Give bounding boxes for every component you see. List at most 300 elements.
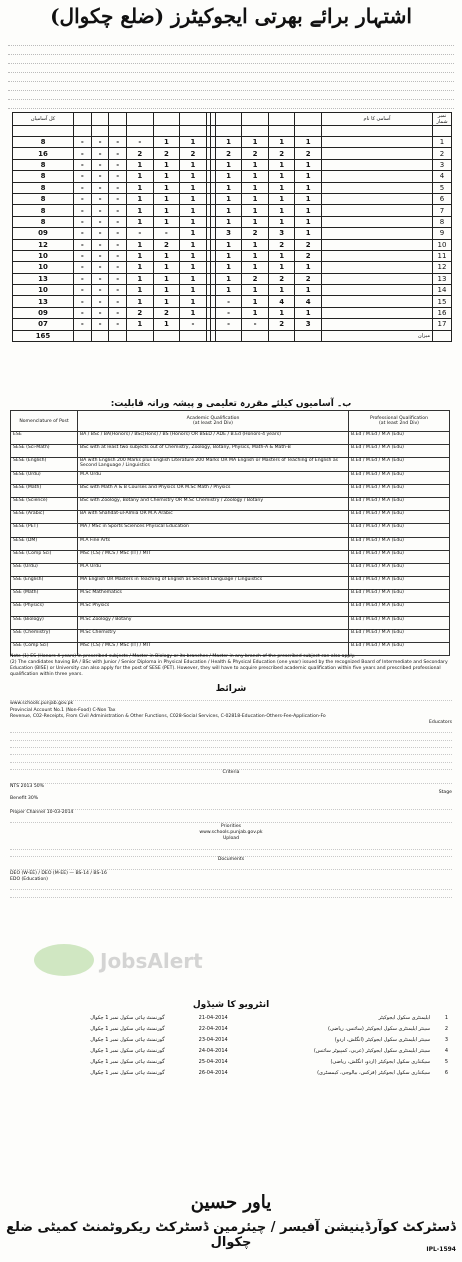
row-cell: - (91, 250, 109, 261)
note-1: Note (1) ES (Honors 4-years) in prescribed subjects / Master in Biology or its branches / Master in any branch of the prescribed subject can also apply. (10, 654, 356, 659)
row-number: 3 (433, 159, 452, 170)
row-cell: 1 (180, 250, 207, 261)
row-cell (211, 159, 216, 170)
grand-total-value: 165 (13, 330, 74, 341)
row-cell: 1 (268, 193, 295, 204)
table-row (13, 182, 452, 193)
qualification-academic: MSc (CS) / MCS / MSc (IT) / MIT (78, 643, 349, 656)
conditions-revenue: Revenue, C02-Receipts, From Civil Administration & Other Functions, C028-Social Services, C-02818-Education-Others-Fee-Application-Fo (10, 713, 326, 719)
row-cell: - (109, 159, 127, 170)
row-cell: - (74, 307, 92, 318)
header-col (211, 113, 216, 126)
posts-header-row (13, 113, 452, 126)
row-cell: - (127, 137, 154, 148)
row-cell: - (109, 273, 127, 284)
note-2: (2) The candidates having BA / BSc with Junior / Senior Diploma in Physical Education / Health & Physical Education (one year) issued by the recognized Board of Intermediate and Secondary Education (BISE) or University can also apply for the post of SESE (PET). However, they will have to acquire prescribed academic qualification within five years and prescribed professional qualification within three years. (10, 660, 448, 677)
row-cell: 1 (180, 193, 207, 204)
table-row (13, 228, 452, 239)
row-cell: - (91, 239, 109, 250)
qualification-post: SESE (Sci-Math) (11, 445, 78, 458)
qual-header-post: Nomenclature of Post (11, 411, 78, 432)
table-row (13, 193, 452, 204)
row-cell: - (109, 228, 127, 239)
row-cell: 1 (268, 285, 295, 296)
row-total: 8 (13, 171, 74, 182)
row-cell: 2 (127, 307, 154, 318)
qualification-prof: B.Ed / M.Ed / M.A (Edu) (349, 497, 450, 510)
schedule-venue: گورنمنٹ ہائی سکول نمبر 1 چکوال (90, 1025, 165, 1032)
qualification-academic: BSc with Zoology, Botany and Chemistry OR M.Sc Chemistry / Zoology / Botany (78, 497, 349, 510)
qualification-academic: BA with Shahdat-ul-Almia OR M.A Arabic (78, 511, 349, 524)
qualification-post: SESE (Comp Sci) (11, 550, 78, 563)
row-cell: 2 (295, 273, 322, 284)
row-cell: 2 (242, 228, 269, 239)
header-col (206, 113, 211, 126)
row-cell: 2 (268, 273, 295, 284)
row-cell: - (109, 171, 127, 182)
row-cell (211, 137, 216, 148)
row-cell: 1 (215, 216, 242, 227)
row-cell: 1 (127, 273, 154, 284)
qualification-prof: B.Ed / M.Ed / M.A (Edu) (349, 524, 450, 537)
row-cell: 3 (295, 319, 322, 330)
row-cell (206, 285, 211, 296)
row-cell (211, 228, 216, 239)
row-post-name (322, 250, 433, 261)
schedule-post: سیکنڈری سکول ایجوکیٹر (اردو، انگلش، ریاضی) (330, 1058, 431, 1065)
row-post-name (322, 171, 433, 182)
bs-label: BS-14 / BS-16 (75, 870, 107, 876)
row-cell: 1 (153, 319, 180, 330)
schedule-venue: گورنمنٹ ہائی سکول نمبر 1 چکوال (90, 1058, 165, 1065)
row-cell: - (91, 193, 109, 204)
row-cell: 1 (295, 262, 322, 273)
row-cell: - (109, 182, 127, 193)
intro-line (8, 47, 454, 55)
schedule-row (14, 1067, 450, 1078)
qualification-row (11, 629, 450, 642)
row-cell (211, 285, 216, 296)
intro-line (8, 92, 454, 100)
row-total: 10 (13, 250, 74, 261)
row-cell: 1 (215, 285, 242, 296)
row-cell (211, 193, 216, 204)
qualification-prof: B.Ed / M.Ed / M.A (Edu) (349, 590, 450, 603)
schedule-row (14, 1034, 450, 1045)
row-cell: 1 (295, 171, 322, 182)
row-cell (211, 205, 216, 216)
row-cell: 1 (268, 171, 295, 182)
row-cell: 1 (242, 285, 269, 296)
qualification-academic: M.Sc Chemistry (78, 629, 349, 642)
row-cell: 1 (242, 182, 269, 193)
qual-header-academic (78, 411, 349, 432)
row-cell: - (91, 205, 109, 216)
proper-channel-label: Proper Channel (10, 810, 46, 816)
qualification-prof: B.Ed / M.Ed / M.A (Edu) (349, 603, 450, 616)
header-col (180, 113, 207, 126)
row-cell: 3 (268, 228, 295, 239)
intro-line (8, 38, 454, 46)
row-number: 17 (433, 319, 452, 330)
row-cell: 1 (268, 205, 295, 216)
row-cell (206, 137, 211, 148)
schedule-no: 6 (444, 1069, 448, 1076)
header-total: کل آسامیاں (13, 113, 74, 126)
row-total: 09 (13, 307, 74, 318)
schedule-row (14, 1045, 450, 1056)
row-cell: - (74, 262, 92, 273)
row-cell: - (74, 296, 92, 307)
row-cell: - (127, 228, 154, 239)
academic-label: Academic Qualification (186, 416, 240, 421)
row-cell: 1 (153, 171, 180, 182)
row-cell: 1 (242, 296, 269, 307)
row-post-name (322, 137, 433, 148)
conditions-edo: EDO (Education) (10, 877, 48, 883)
qualification-prof: B.Ed / M.Ed / M.A (Edu) (349, 432, 450, 445)
schedule-date: 22-04-2014 (198, 1025, 228, 1032)
row-total: 07 (13, 319, 74, 330)
conditions-educators: Educators (429, 720, 452, 726)
row-cell: 1 (215, 239, 242, 250)
row-cell: - (109, 296, 127, 307)
row-total: 10 (13, 285, 74, 296)
header-col (91, 113, 109, 126)
row-cell (206, 148, 211, 159)
row-cell: 1 (268, 159, 295, 170)
row-post-name (322, 285, 433, 296)
row-cell: 1 (180, 296, 207, 307)
row-cell: - (91, 228, 109, 239)
row-cell: 1 (153, 159, 180, 170)
row-cell: - (74, 148, 92, 159)
row-cell: 2 (268, 319, 295, 330)
row-cell: - (91, 137, 109, 148)
row-number: 10 (433, 239, 452, 250)
row-cell: 1 (268, 250, 295, 261)
table-row (13, 148, 452, 159)
qualification-row (11, 563, 450, 576)
qualification-post: SSE (Biology) (11, 616, 78, 629)
row-cell: 1 (180, 239, 207, 250)
row-cell: 1 (242, 307, 269, 318)
qualification-post: SESE (DM) (11, 537, 78, 550)
row-cell: 1 (180, 137, 207, 148)
row-number: 2 (433, 148, 452, 159)
grand-total-label: میزان (322, 330, 433, 341)
row-cell: - (74, 228, 92, 239)
qualification-prof: B.Ed / M.Ed / M.A (Edu) (349, 484, 450, 497)
row-post-name (322, 182, 433, 193)
header-col (215, 113, 242, 126)
row-cell: 1 (153, 182, 180, 193)
qualification-post: SESE (English) (11, 458, 78, 471)
row-cell (211, 239, 216, 250)
qualification-academic: BSc with at least two subjects out of Chemistry, Zoology, Botany, Physics, Math-A & Math-B (78, 445, 349, 458)
row-cell: 1 (180, 159, 207, 170)
row-cell (206, 228, 211, 239)
table-row (13, 262, 452, 273)
schedule-post: سینئر ایلیمنٹری سکول ایجوکیٹر (انگلش، اردو) (334, 1036, 431, 1043)
row-cell: - (109, 319, 127, 330)
row-cell: 1 (153, 216, 180, 227)
row-total: 8 (13, 182, 74, 193)
qualification-post: SSE (Math) (11, 590, 78, 603)
row-cell: 1 (215, 273, 242, 284)
row-cell: 1 (295, 137, 322, 148)
qual-header-professional (349, 411, 450, 432)
schedule-no: 3 (444, 1036, 448, 1043)
row-number: 5 (433, 182, 452, 193)
row-cell (206, 250, 211, 261)
row-cell: 1 (180, 205, 207, 216)
qualification-post: SESE (PET) (11, 524, 78, 537)
row-cell: - (91, 273, 109, 284)
qualification-row (11, 458, 450, 471)
row-cell (211, 250, 216, 261)
qualification-row (11, 550, 450, 563)
row-cell (211, 307, 216, 318)
qualification-row (11, 524, 450, 537)
benefit-label: Benefit (10, 796, 27, 802)
row-cell: 1 (127, 239, 154, 250)
qualification-academic: MA / MSc in Sports Sciences Physical Education (78, 524, 349, 537)
qualification-academic: M.Sc Physics (78, 603, 349, 616)
qualification-prof: B.Ed / M.Ed / M.A (Edu) (349, 616, 450, 629)
row-cell: 1 (127, 262, 154, 273)
row-cell (206, 171, 211, 182)
row-cell: 4 (295, 296, 322, 307)
row-cell: - (74, 319, 92, 330)
qualification-post: SESE (Science) (11, 497, 78, 510)
qualification-post: SESE (Arabic) (11, 511, 78, 524)
row-number: 14 (433, 285, 452, 296)
table-row (13, 319, 452, 330)
row-cell (211, 319, 216, 330)
qualification-post: SESE (Urdu) (11, 471, 78, 484)
row-total: 8 (13, 216, 74, 227)
qualification-academic: M.A Urdu (78, 563, 349, 576)
row-number: 6 (433, 193, 452, 204)
row-cell: 1 (295, 285, 322, 296)
row-cell (211, 216, 216, 227)
row-cell: 2 (268, 239, 295, 250)
table-row (13, 273, 452, 284)
row-cell: - (74, 171, 92, 182)
table-row (13, 216, 452, 227)
row-post-name (322, 205, 433, 216)
qualification-prof: B.Ed / M.Ed / M.A (Edu) (349, 511, 450, 524)
row-cell: - (215, 307, 242, 318)
qualification-academic: MSc (CS) / MCS / MSc (IT) / MIT (78, 550, 349, 563)
row-cell: 1 (242, 137, 269, 148)
row-cell: 1 (215, 193, 242, 204)
conditions-documents: Documents (217, 857, 245, 863)
intro-line (8, 74, 454, 82)
row-cell: 1 (295, 228, 322, 239)
row-total: 8 (13, 193, 74, 204)
row-cell: - (109, 262, 127, 273)
row-total: 8 (13, 137, 74, 148)
row-cell (206, 239, 211, 250)
row-cell: - (109, 239, 127, 250)
row-post-name (322, 159, 433, 170)
qualification-row (11, 497, 450, 510)
conditions-title: شرائط (215, 684, 247, 694)
row-cell (206, 205, 211, 216)
row-cell: - (109, 193, 127, 204)
row-cell: 1 (153, 262, 180, 273)
qualification-post: SESE (Math) (11, 484, 78, 497)
qualification-row (11, 590, 450, 603)
schedule-row (14, 1023, 450, 1034)
row-cell: 1 (180, 262, 207, 273)
schedule-no: 4 (444, 1047, 448, 1054)
row-cell (211, 273, 216, 284)
schedule-post: سینئر ایلیمنٹری سکول ایجوکیٹر (سائنس، ریاضی) (328, 1025, 431, 1032)
row-cell: 1 (268, 262, 295, 273)
deo-label: DEO (W-EE) / DEO (M-EE) (10, 870, 68, 876)
row-cell (211, 296, 216, 307)
row-cell: 1 (268, 307, 295, 318)
row-cell: - (91, 319, 109, 330)
row-post-name (322, 273, 433, 284)
schedule-row (14, 1056, 450, 1067)
row-cell: 1 (127, 205, 154, 216)
row-cell: - (109, 216, 127, 227)
row-cell: 1 (215, 159, 242, 170)
conditions-upload: Upload (222, 836, 240, 842)
row-cell: 1 (180, 273, 207, 284)
row-cell (206, 319, 211, 330)
row-cell: - (91, 148, 109, 159)
row-number: 12 (433, 262, 452, 273)
row-total: 13 (13, 296, 74, 307)
row-cell: 1 (127, 182, 154, 193)
qualification-row (11, 537, 450, 550)
schedule-row (14, 1012, 450, 1023)
schedule-date: 26-04-2014 (198, 1069, 228, 1076)
qualification-row (11, 432, 450, 445)
table-row (13, 159, 452, 170)
row-cell (206, 182, 211, 193)
row-cell: 1 (215, 262, 242, 273)
row-cell: 1 (268, 182, 295, 193)
header-col (74, 113, 92, 126)
header-post: آسامی کا نام (322, 113, 433, 126)
row-cell: 1 (215, 182, 242, 193)
row-cell: 1 (242, 239, 269, 250)
row-cell: 1 (180, 182, 207, 193)
row-cell: - (215, 296, 242, 307)
row-number: 11 (433, 250, 452, 261)
row-cell: 1 (215, 137, 242, 148)
qualification-row (11, 603, 450, 616)
watermark-logo (30, 930, 203, 990)
qualification-body (11, 432, 450, 656)
row-number: 16 (433, 307, 452, 318)
header-col (295, 113, 322, 126)
qualification-row (11, 484, 450, 497)
row-post-name (322, 296, 433, 307)
qualification-post: SSE (English) (11, 577, 78, 590)
schedule-no: 2 (444, 1025, 448, 1032)
row-cell: - (91, 171, 109, 182)
row-cell: 1 (180, 216, 207, 227)
row-cell: - (91, 296, 109, 307)
row-post-name (322, 148, 433, 159)
conditions-criteria: Criteria (222, 770, 240, 776)
schedule-no: 1 (444, 1014, 448, 1021)
intro-line (8, 83, 454, 91)
schedule-post: سیکنڈری سکول ایجوکیٹر (فزکس، بیالوجی، کیمسٹری) (317, 1069, 431, 1076)
row-cell (206, 159, 211, 170)
row-cell (206, 193, 211, 204)
table-row (13, 285, 452, 296)
row-cell: - (109, 285, 127, 296)
row-cell: - (180, 319, 207, 330)
intro-line (8, 101, 454, 109)
row-number: 15 (433, 296, 452, 307)
row-cell: 1 (127, 296, 154, 307)
table-row (13, 171, 452, 182)
table-row (13, 205, 452, 216)
row-cell: 1 (127, 285, 154, 296)
row-post-name (322, 262, 433, 273)
row-cell: 1 (127, 319, 154, 330)
qualification-title: ب۔ آسامیوں کیلئے مقررہ تعلیمی و پیشہ ورانہ قابلیت: (110, 399, 352, 409)
signatory-designation: ڈسٹرکٹ کوآرڈینیشن آفیسر / چیئرمین ڈسٹرکٹ ریکروٹمنٹ کمیٹی ضلع چکوال (6, 1220, 456, 1250)
qualification-academic: M.Sc Zoology / Botany (78, 616, 349, 629)
header-col (242, 113, 269, 126)
qualification-table (10, 410, 450, 656)
row-cell: 1 (180, 171, 207, 182)
row-cell: 1 (153, 273, 180, 284)
header-serial: نمبر شمار (433, 113, 452, 126)
row-cell: 1 (153, 250, 180, 261)
qualification-academic: BA / BSc / BA(Honors) / BSc(Hons) / BS (Honors) OR BSED / ADE / B.Ed (Honors-4 years) (78, 432, 349, 445)
year-label: 2013 (20, 783, 33, 789)
professional-label: Professional Qualification (370, 416, 428, 421)
qualification-row (11, 511, 450, 524)
row-cell: - (74, 239, 92, 250)
row-cell (206, 296, 211, 307)
qualification-prof: B.Ed / M.Ed / M.A (Edu) (349, 537, 450, 550)
schedule-venue: گورنمنٹ ہائی سکول نمبر 1 چکوال (90, 1047, 165, 1054)
schedule-no: 5 (444, 1058, 448, 1065)
row-cell: 2 (153, 239, 180, 250)
qualification-header-row (11, 411, 450, 432)
conditions-deo: DEO (W-EE) / DEO (M-EE) — BS-14 / BS-16 (10, 870, 107, 876)
last-date: 10-03-2014 (46, 810, 74, 816)
qualification-academic: M.A Urdu (78, 471, 349, 484)
row-number: 4 (433, 171, 452, 182)
row-cell: 2 (295, 239, 322, 250)
ipl-number: IPL-1594 (426, 1246, 456, 1253)
header-col (153, 113, 180, 126)
row-cell: - (242, 319, 269, 330)
grand-total-row (13, 330, 452, 341)
table-row (13, 137, 452, 148)
qualification-post: SSE (Chemistry) (11, 629, 78, 642)
signatory-name: یاور حسین (190, 1192, 272, 1213)
conditions-website: www.schools.punjab.gov.pk (10, 701, 74, 707)
row-cell: 1 (242, 159, 269, 170)
qualification-academic: MA English OR Masters in Teaching of English as Second Language / Linguistics (78, 577, 349, 590)
row-total: 10 (13, 262, 74, 273)
table-row (13, 296, 452, 307)
